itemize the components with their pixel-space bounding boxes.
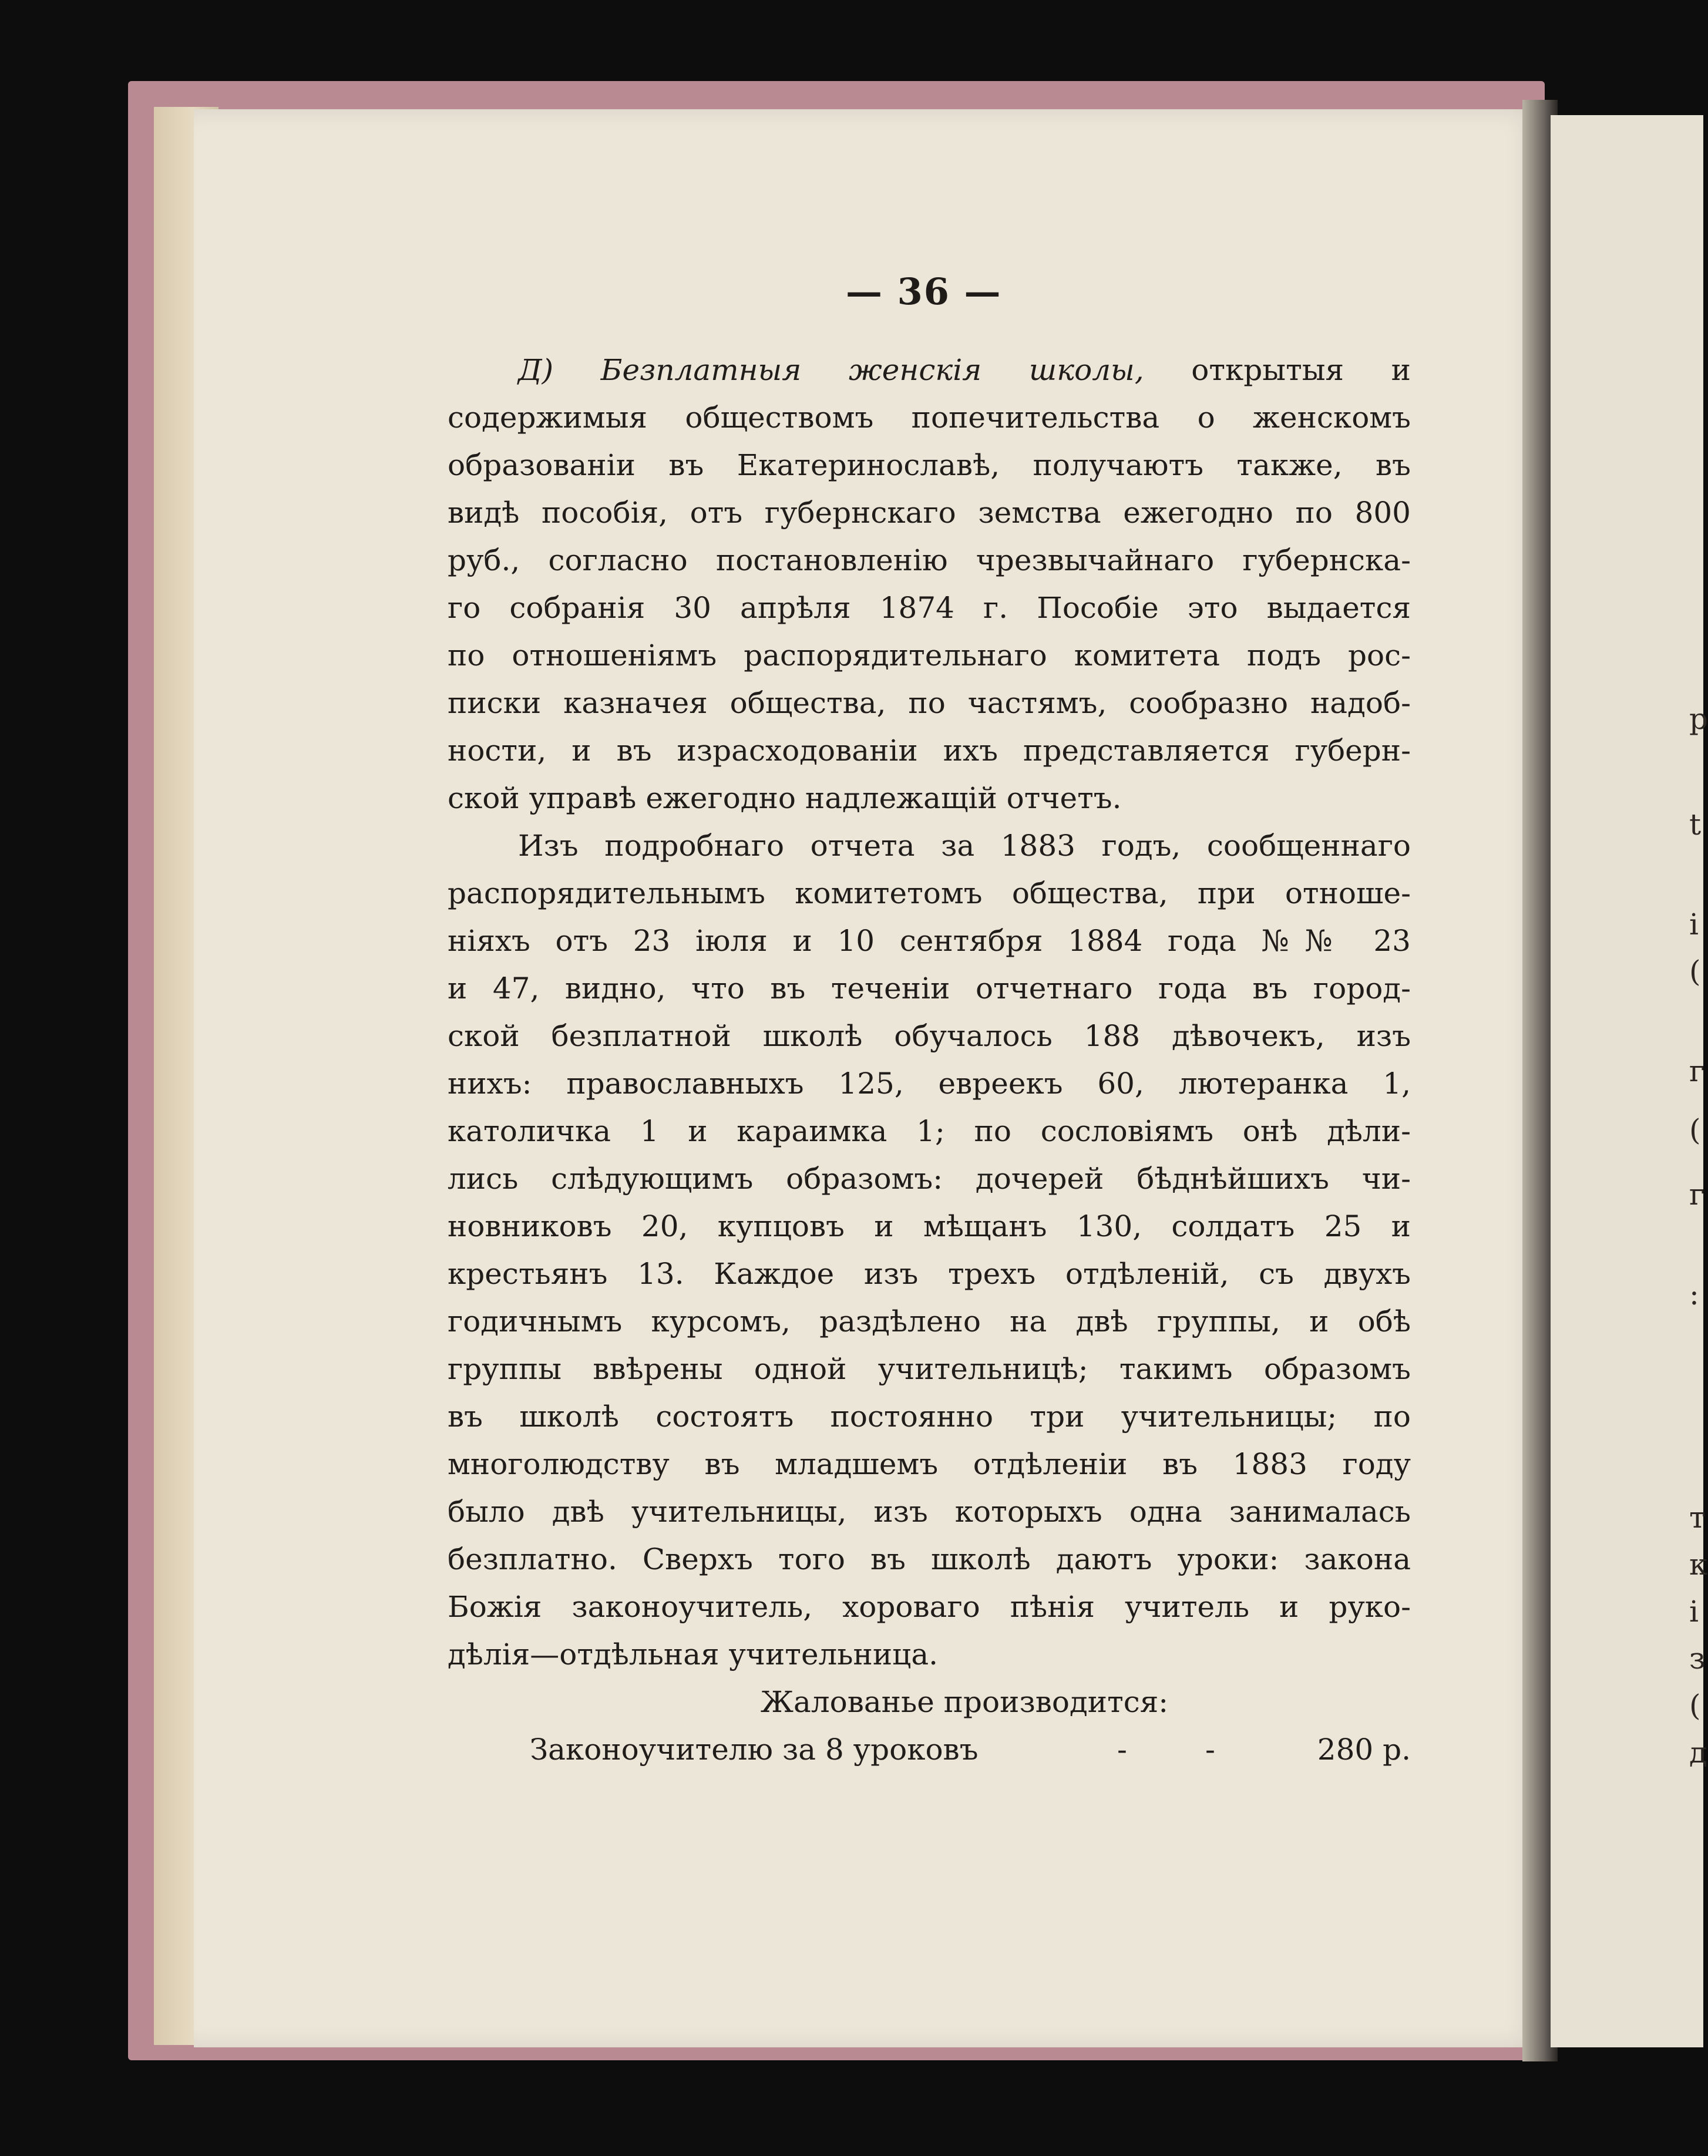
paragraph-report-1883: [448, 822, 1411, 1679]
next-page-letter: д: [1689, 1735, 1707, 1770]
page-number: — 36 —: [846, 270, 1002, 313]
text-line: безплатно. Сверхъ того въ школѣ даютъ уроки: закона: [448, 1542, 1411, 1576]
text-line: [448, 394, 1411, 442]
next-page-letter: г: [1689, 1054, 1705, 1088]
text-line: [448, 489, 1411, 537]
salary-row: [448, 1726, 1411, 1774]
text-run: открытыя и: [1144, 353, 1411, 387]
next-page-letter: і: [1689, 907, 1699, 941]
paragraph-free-schools: [448, 347, 1411, 822]
next-page-letter: (: [1689, 954, 1701, 988]
text-line: [448, 727, 1411, 775]
text-line: ніяхъ отъ 23 іюля и 10 сентября 1884 года №№ 23: [448, 924, 1411, 958]
text-line: въ школѣ состоятъ постоянно три учительницы; по: [448, 1400, 1411, 1434]
text-line: Божія законоучитель, хороваго пѣнія учитель и руко-: [448, 1590, 1411, 1624]
text-line: было двѣ учительницы, изъ которыхъ одна занималась: [448, 1495, 1411, 1529]
text-line: [448, 442, 1411, 489]
next-page-letter: г: [1689, 1178, 1705, 1212]
salary-label: Законоучителю за 8 уроковъ: [530, 1733, 979, 1767]
next-page-letter: :: [1689, 1277, 1699, 1311]
text-line: и 47, видно, что въ теченіи отчетнаго года въ город-: [448, 971, 1411, 1005]
text-line: нихъ: православныхъ 125, евреекъ 60, лютеранка 1,: [448, 1067, 1411, 1101]
text-line: [448, 584, 1411, 632]
text-line: дѣлія—отдѣльная учительница.: [448, 1637, 939, 1671]
text-line: [448, 347, 1411, 394]
next-page-letter: і: [1689, 1595, 1699, 1629]
text-run: ности, и въ израсходованіи ихъ представляется губерн-: [448, 734, 1411, 768]
next-page-letter: р: [1689, 702, 1708, 736]
text-run: писки казначея общества, по частямъ, сообразно надоб-: [448, 686, 1411, 720]
next-page-letter: (: [1689, 1689, 1701, 1723]
salary-heading: Жалованье производится:: [760, 1685, 1169, 1719]
salary-dash: -: [1117, 1733, 1127, 1767]
text-line: распорядительнымъ комитетомъ общества, при отноше-: [448, 876, 1411, 910]
text-line: [448, 632, 1411, 680]
next-page-letter: з: [1689, 1642, 1706, 1676]
text-line: годичнымъ курсомъ, раздѣлено на двѣ группы, и обѣ: [448, 1304, 1411, 1338]
text-line: крестьянъ 13. Каждое изъ трехъ отдѣленій, съ двухъ: [448, 1257, 1411, 1291]
text-line: новниковъ 20, купцовъ и мѣщанъ 130, солдатъ 25 и: [448, 1209, 1411, 1243]
text-run: го собранія 30 апрѣля 1874 г. Пособіе это выдается: [448, 591, 1411, 625]
next-page-letter: (: [1689, 1113, 1701, 1147]
text-line: ской безплатной школѣ обучалось 188 дѣвочекъ, изъ: [448, 1019, 1411, 1053]
text-run: видѣ пособія, отъ губернскаго земства ежегодно по 800: [448, 496, 1411, 530]
next-page-sliver: [1551, 115, 1706, 2047]
text-line: [448, 775, 1411, 822]
salary-amount: 280 р.: [1317, 1733, 1411, 1767]
page-text: [448, 347, 1411, 1774]
text-line: группы ввѣрены одной учительницѣ; такимъ образомъ: [448, 1352, 1411, 1386]
text-line: [448, 537, 1411, 584]
text-run: ской управѣ ежегодно надлежащій отчетъ.: [448, 781, 1122, 815]
next-page-letter: т: [1689, 1501, 1706, 1535]
text-run: по отношеніямъ распорядительнаго комитета подъ рос-: [448, 638, 1411, 672]
next-page-letter: t: [1689, 808, 1702, 842]
text-run: содержимыя обществомъ попечительства о женскомъ: [448, 401, 1411, 435]
italic-heading-run: Д) Безплатныя женскія школы,: [518, 353, 1144, 387]
text-run: руб., согласно постановленію чрезвычайнаго губернска-: [448, 543, 1411, 577]
text-line: [448, 680, 1411, 727]
text-run: образованіи въ Екатеринославѣ, получаютъ также, въ: [448, 448, 1411, 482]
text-line: многолюдству въ младшемъ отдѣленіи въ 1883 году: [448, 1447, 1411, 1481]
next-page-text-fragments: [1689, 0, 1708, 2156]
text-line: католичка 1 и караимка 1; по сословіямъ онѣ дѣли-: [448, 1114, 1411, 1148]
text-line: Изъ подробнаго отчета за 1883 годъ, сообщеннаго: [518, 829, 1411, 863]
text-line: лись слѣдующимъ образомъ: дочерей бѣднѣйшихъ чи-: [448, 1162, 1411, 1196]
salary-dash: -: [1205, 1733, 1215, 1767]
next-page-letter: к: [1689, 1548, 1708, 1582]
